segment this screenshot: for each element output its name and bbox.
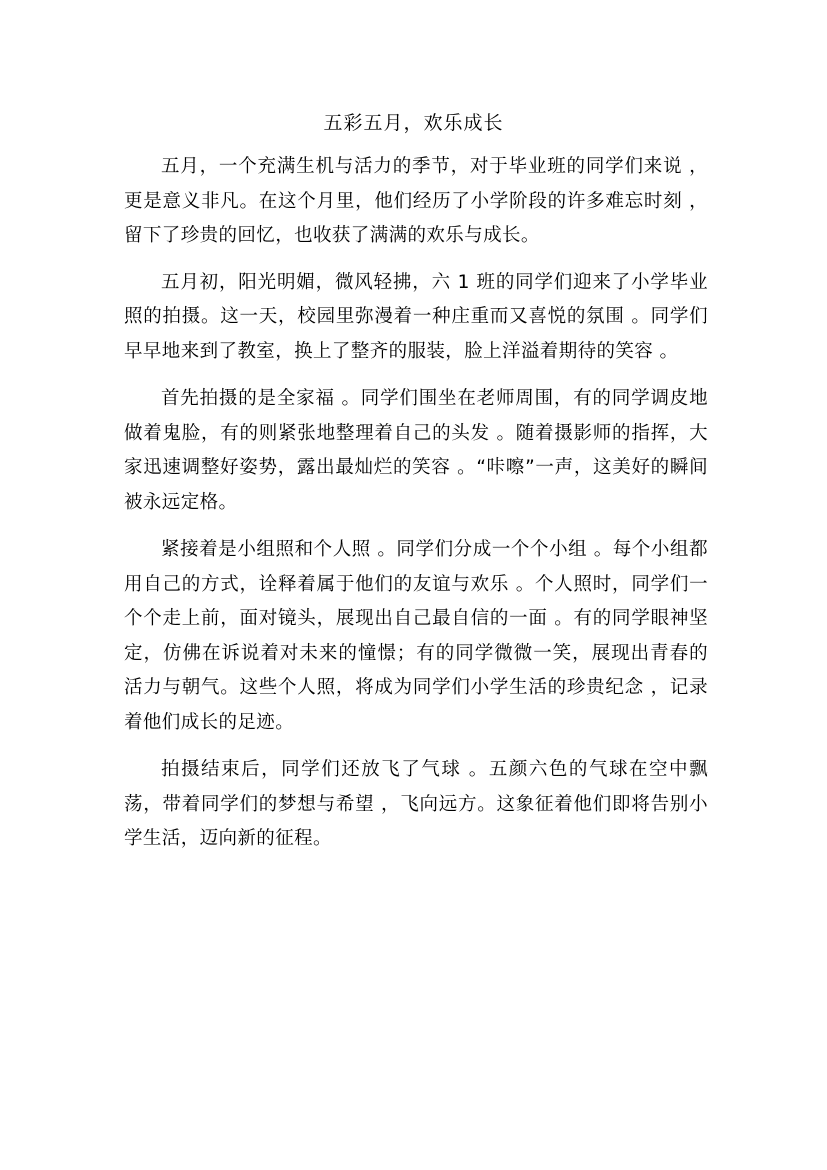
- document-title: 五彩五月，欢乐成长: [323, 112, 504, 134]
- document-body: [124, 150, 708, 857]
- paragraph-balloons: 拍摄结束后，同学们还放飞了气球 。五颜六色的气球在空中飘荡，带着同学们的梦想与希望 ，飞向远方。这象征着他们即将告别小学生活，迈向新的征程。: [124, 759, 708, 849]
- paragraph-intro: 五月，一个充满生机与活力的季节，对于毕业班的同学们来说 ，更是意义非凡。在这个月里，他们经历了小学阶段的许多难忘时刻 ，留下了珍贵的回忆，也收获了满满的欢乐与成长。: [124, 156, 708, 246]
- paragraph-photo-day: 五月初，阳光明媚，微风轻拂，六 1 班的同学们迎来了小学毕业照的拍摄。这一天，校园里弥漫着一种庄重而又喜悦的氛围 。同学们早早地来到了教室，换上了整齐的服装，脸上洋溢着期待的笑容 。: [124, 271, 708, 362]
- paragraph-individual-photos: 紧接着是小组照和个人照 。同学们分成一个个小组 。每个小组都用自己的方式，诠释着属于他们的友谊与欢乐 。个人照时，同学们一个个走上前，面对镜头，展现出自己最自信的一面 。有的同学眼神坚定，仿佛在诉说着对未来的憧憬；有的同学微微一笑，展现出青春的活力与朝气。这些个人照，将成为同学们小学生活的珍贵纪念 ，记录着他们成长的足迹。: [124, 539, 708, 733]
- paragraph-group-photo: 首先拍摄的是全家福 。同学们围坐在老师周围，有的同学调皮地做着鬼脸，有的则紧张地整理着自己的头发 。随着摄影师的指挥，大家迅速调整好姿势，露出最灿烂的笑容 。“咔嚓”一声，这美好的瞬间被永远定格。: [124, 388, 708, 513]
